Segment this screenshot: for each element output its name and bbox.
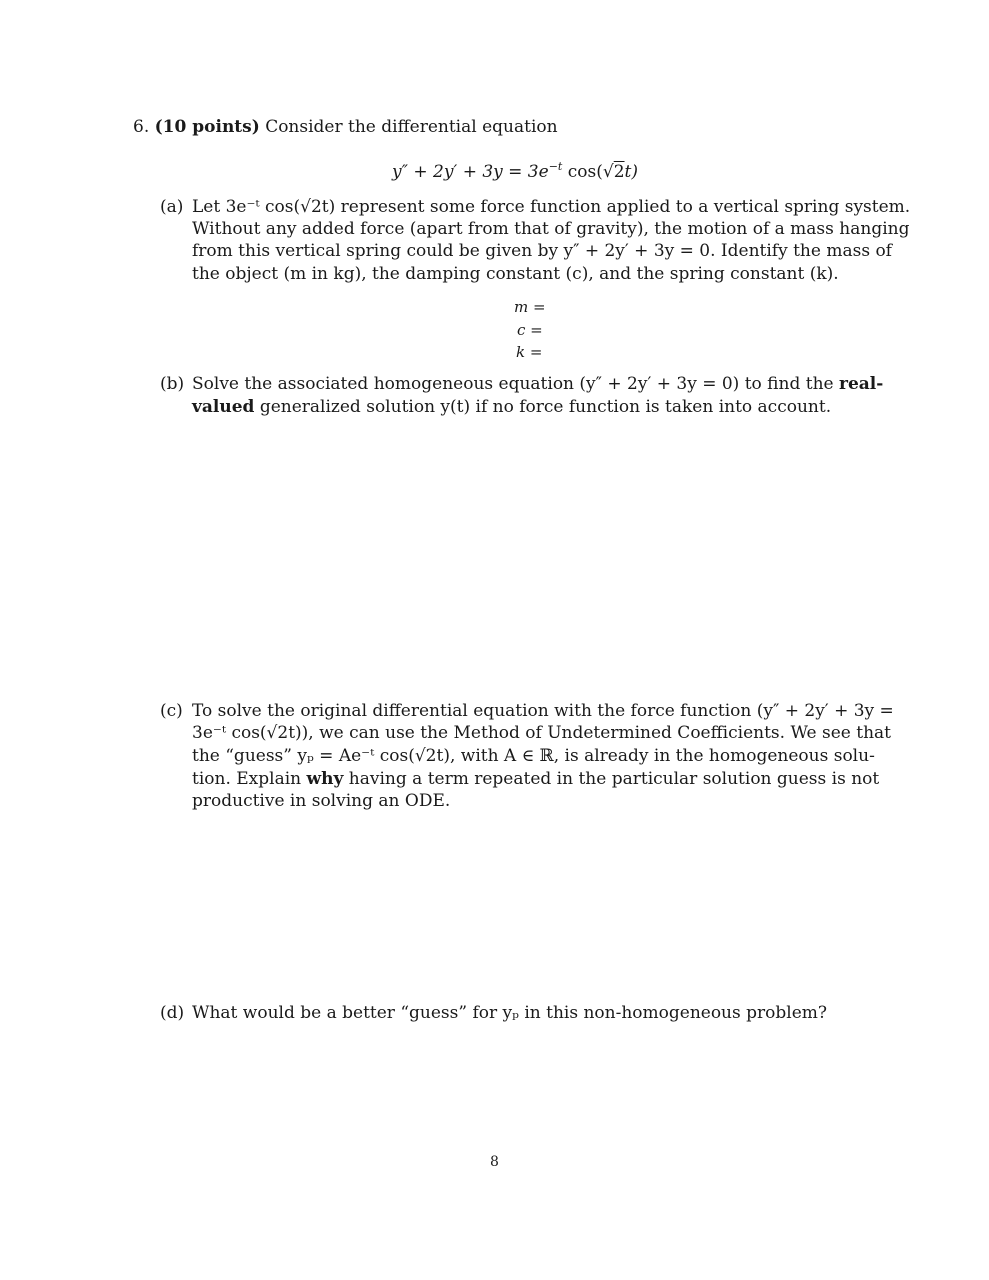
part-b-line-2 [192,396,831,418]
part-b-real-bold: real- [839,374,884,394]
part-c-line-4 [192,768,879,790]
equation-exponent: −t [548,160,563,173]
part-c-line-2: 3e⁻ᵗ cos(√2t)), we can use the Method of Undetermined Coefficients. We see that [192,723,892,743]
m-label: m = [514,298,546,316]
problem-intro: Consider the differential equation [265,117,558,137]
part-c-label: (c) [160,701,183,721]
part-a-line-3: from this vertical spring could be given by y″ + 2y′ + 3y = 0. Identify the mass of [192,241,892,261]
part-b-valued-bold: valued [192,397,255,417]
part-c-answer-space[interactable] [190,820,880,995]
part-d-label: (d) [160,1003,185,1023]
problem-points: (10 points) [154,117,260,137]
equation-sqrt-symbol: √ [602,162,614,182]
part-c-line-4-pre: tion. Explain [192,769,302,789]
part-c-line-5: productive in solving an ODE. [192,791,451,811]
part-c-line-1: To solve the original differential equation with the force function (y″ + 2y′ + 3y = [192,701,894,721]
part-a-label: (a) [160,197,184,217]
c-label: c = [517,321,543,339]
k-label: k = [516,343,543,361]
part-a-line-1: Let 3e⁻ᵗ cos(√2t) represent some force function applied to a vertical spring system. [192,197,911,217]
problem-number: 6. [133,117,150,137]
part-c-why-bold: why [306,769,344,789]
part-b-answer-space[interactable] [190,425,880,695]
part-b-line-1 [192,373,883,395]
part-a-line-4: the object (m in kg), the damping constant (c), and the spring constant (k). [192,264,839,284]
part-b-line-2-text: generalized solution y(t) if no force function is taken into account. [259,397,832,417]
part-a-line-2: Without any added force (apart from that of gravity), the motion of a mass hanging [192,219,910,239]
part-d-text: What would be a better “guess” for yₚ in this non-homogeneous problem? [192,1003,827,1023]
part-b-line-1-text: Solve the associated homogeneous equation (y″ + 2y′ + 3y = 0) to find the [192,374,834,394]
equation-sqrt-argument: 2 [613,162,625,182]
equation-tail: t) [624,162,638,182]
equation-cos: cos( [562,162,603,182]
part-c-line-4-post: having a term repeated in the particular solution guess is not [348,769,880,789]
page-number: 8 [490,1154,499,1170]
problem-header [133,116,558,138]
part-b-label: (b) [160,374,185,394]
main-equation [392,156,638,183]
equation-lhs: y″ + 2y′ + 3y = 3e [392,162,549,182]
part-d-answer-space[interactable] [190,1030,880,1140]
part-c-line-3: the “guess” yₚ = Ae⁻ᵗ cos(√2t), with A ∈ ℝ, is already in the homogeneous solu- [192,746,875,766]
